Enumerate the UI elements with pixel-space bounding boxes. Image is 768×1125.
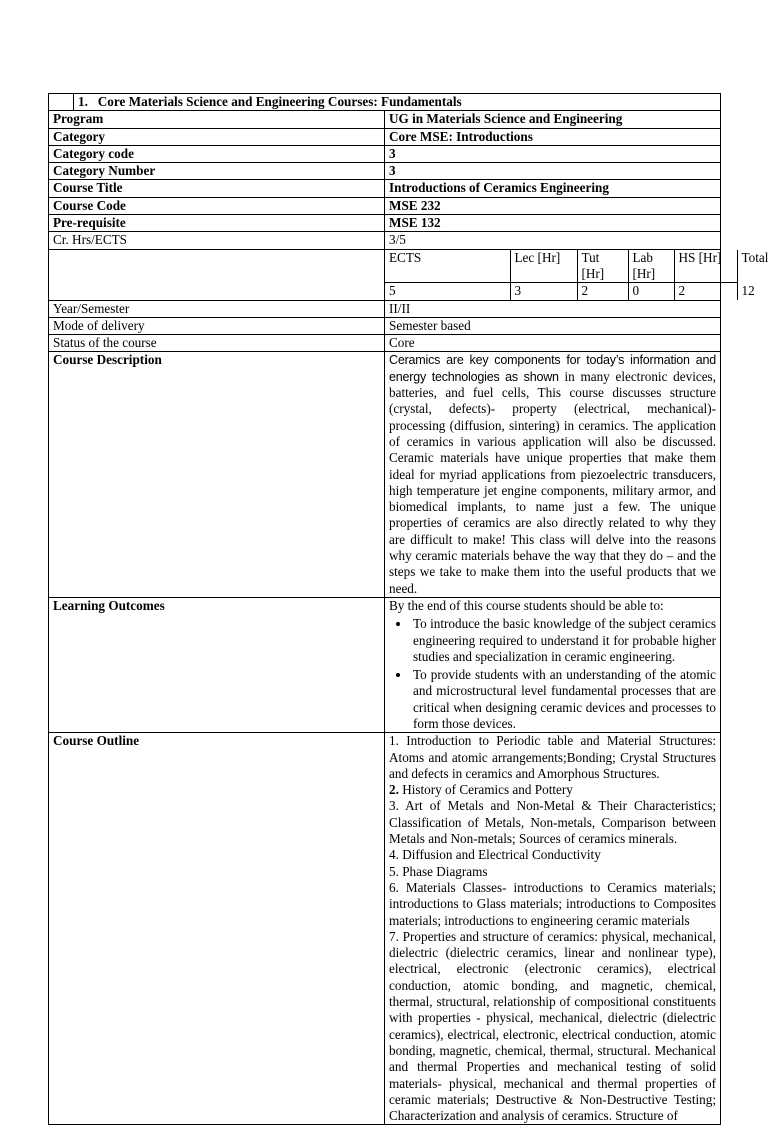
outline-item-number: 2. — [389, 782, 399, 798]
category-label: Category — [49, 128, 385, 145]
status-label: Status of the course — [49, 335, 385, 352]
ects-values-row: 5 3 2 0 2 12 — [385, 283, 737, 300]
category-code-value: 3 — [385, 145, 721, 162]
category-value: Core MSE: Introductions — [385, 128, 721, 145]
outline-item-number: 7. — [389, 928, 399, 944]
course-title-value: Introductions of Ceramics Engineering — [385, 180, 721, 197]
section-header-row — [49, 94, 721, 111]
mode-delivery-row — [49, 317, 721, 334]
lec-value: 3 — [510, 283, 577, 300]
tut-value: 2 — [577, 283, 628, 300]
year-semester-label: Year/Semester — [49, 300, 385, 317]
ects-cell — [385, 249, 768, 300]
course-title-label: Course Title — [49, 180, 385, 197]
outline-item — [389, 733, 716, 782]
mode-delivery-label: Mode of delivery — [49, 317, 385, 334]
program-row — [49, 111, 721, 128]
learning-outcome-item: • To provide students with an understanding of the atomic and microstructural level fundamental processes that are critical when designing ceramic devices and processes to form those devices. — [411, 667, 716, 732]
tut-header: Tut [Hr] — [577, 250, 628, 283]
outline-item — [389, 782, 716, 798]
outline-item — [389, 880, 716, 929]
category-row — [49, 128, 721, 145]
category-number-value: 3 — [385, 163, 721, 180]
hs-header: HS [Hr] — [674, 250, 737, 283]
outline-item-text: Art of Metals and Non-Metal & Their Characteristics; Classification of Metals, Non-metals, Comparison between Metals and Non-metals; Sources of ceramics minerals. — [389, 798, 716, 847]
ects-header-row: ECTS Lec [Hr] Tut [Hr] Lab [Hr] HS [Hr] Total — [385, 250, 737, 283]
cr-hrs-value: 3/5 — [385, 232, 721, 249]
program-label: Program — [49, 111, 385, 128]
category-code-label: Category code — [49, 145, 385, 162]
course-description-row — [49, 352, 721, 597]
outline-item-number: 1. — [389, 733, 399, 749]
outline-item — [389, 798, 716, 847]
outline-item-text: History of Ceramics and Pottery — [398, 782, 573, 798]
course-table — [48, 93, 768, 1125]
prerequisite-row — [49, 215, 721, 232]
course-description-body: in many electronic devices, batteries, and fuel cells, This course discusses structure (crystal, defects)- property (electrical, mechanical)-processing (diffusion, sintering) in ceramics. The application of ceramics in various application will also be discussed. Ceramic materials have unique properties that make them ideal for myriad applications from piezoelectric transducers, high temperature jet engine components, military armor, and biomedical implants, to name just a few. The unique properties of ceramics are also directly related to why they are difficult to make! This class will delve into the reasons why ceramic materials behave the way that they do – and the steps we take to make them into the useful products that we need. — [389, 368, 716, 596]
learning-outcomes-intro: By the end of this course students should be able to: — [389, 597, 664, 613]
outline-item-text: Properties and structure of ceramics: physical, mechanical, dielectric (dielectric ceramics, linear and nonlinear type), electrical, electronic (electronic ceramics), electrical conduction, atomic bonding, and magnetic, chemical, thermal, structural, relationship of compositional constituents with properties - physical, mechanical, dielectric (dielectric ceramics), electrical, electronic, electrical conduction, atomic bonding, magnetic, chemical, thermal, structural. Mechanical and thermal Properties and mechanical testing of solid materials- physical, mechanical and thermal properties of ceramic materials; Destructive & Non-Destructive Testing; Characterization and analysis of ceramics. Structure of — [389, 928, 716, 1124]
hs-value: 2 — [674, 283, 737, 300]
ects-row — [49, 249, 721, 300]
course-outline-cell — [385, 733, 721, 1125]
mode-delivery-value: Semester based — [385, 317, 721, 334]
outline-item-number: 3. — [389, 798, 399, 814]
outline-item-text: Materials Classes- introductions to Ceramics materials; introductions to Glass materials; introductions to Composites materials; introductions to engineering ceramic materials — [389, 879, 716, 928]
outline-item-text: Diffusion and Electrical Conductivity — [398, 847, 601, 863]
section-number: 1. — [78, 94, 88, 109]
outline-item-number: 5. — [389, 863, 399, 879]
prerequisite-value: MSE 132 — [385, 215, 721, 232]
lab-value: 0 — [628, 283, 674, 300]
course-title-row — [49, 180, 721, 197]
course-code-row — [49, 197, 721, 214]
course-description-lead: Ceramics are key components for today’s information and energy technologies as shown — [389, 353, 716, 384]
outline-item — [389, 929, 716, 1125]
year-semester-row — [49, 300, 721, 317]
learning-outcome-item: • To introduce the basic knowledge of the subject ceramics engineering required to understand it for probable higher studies and specialization in ceramic engineering. — [411, 616, 716, 665]
course-code-value: MSE 232 — [385, 197, 721, 214]
category-number-label: Category Number — [49, 163, 385, 180]
outline-item-text: Phase Diagrams — [398, 863, 488, 879]
learning-outcomes-cell — [385, 597, 721, 732]
course-description-text — [385, 352, 721, 597]
program-value: UG in Materials Science and Engineering — [385, 111, 721, 128]
outline-item-number: 4. — [389, 847, 399, 863]
ects-table — [385, 249, 768, 300]
ects-header: ECTS — [385, 250, 510, 283]
year-semester-value: II/II — [385, 300, 721, 317]
course-syllabus — [48, 93, 768, 1125]
category-code-row — [49, 145, 721, 162]
status-row — [49, 335, 721, 352]
course-outline-label: Course Outline — [49, 733, 385, 1125]
category-number-row — [49, 163, 721, 180]
outline-item — [389, 864, 716, 880]
cr-hrs-label: Cr. Hrs/ECTS — [49, 232, 385, 249]
prerequisite-label: Pre-requisite — [49, 215, 385, 232]
ects-value: 5 — [385, 283, 510, 300]
learning-outcomes-row — [49, 597, 721, 732]
cr-hrs-row — [49, 232, 721, 249]
course-description-label: Course Description — [49, 352, 385, 597]
outline-item — [389, 847, 716, 863]
lec-header: Lec [Hr] — [510, 250, 577, 283]
lab-header: Lab [Hr] — [628, 250, 674, 283]
course-outline-row — [49, 733, 721, 1125]
outline-item-number: 6. — [389, 879, 399, 895]
status-value: Core — [385, 335, 721, 352]
ects-empty-label — [49, 249, 385, 300]
learning-outcomes-label: Learning Outcomes — [49, 597, 385, 732]
learning-outcomes-list — [389, 616, 716, 732]
section-title-cell — [49, 94, 721, 111]
section-title: Core Materials Science and Engineering Courses: Fundamentals — [97, 94, 462, 109]
course-code-label: Course Code — [49, 197, 385, 214]
outline-item-text: Introduction to Periodic table and Material Structures: Atoms and atomic arrangements;Bonding; Crystal Structures and defects in ceramics and Amorphous Structures. — [389, 733, 716, 781]
